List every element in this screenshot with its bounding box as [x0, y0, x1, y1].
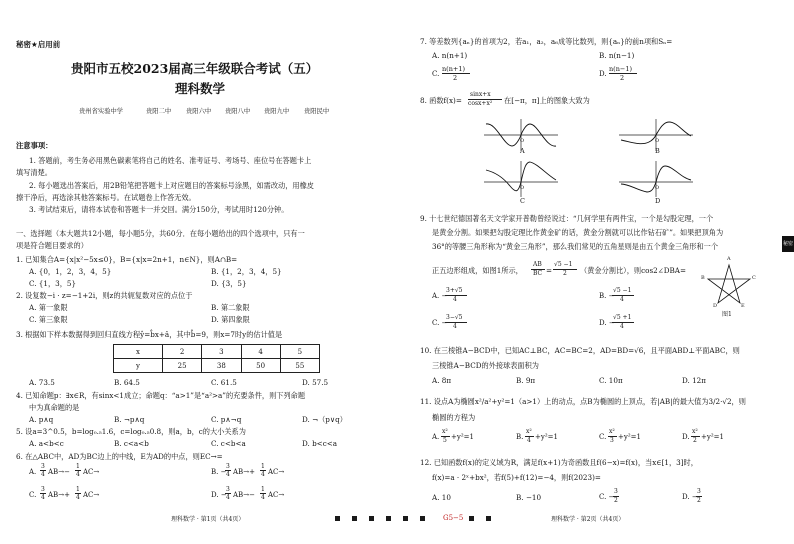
option-prefix: D. — [599, 70, 607, 78]
notes-heading: 注意事项： — [16, 141, 53, 150]
vector-term: AC→ — [83, 468, 100, 476]
graph-label-a: A — [520, 147, 525, 155]
q4-option-c: C. p∧¬q — [211, 415, 242, 424]
school-6: 贵阳民中 — [304, 108, 330, 115]
vector-term: AB→− — [48, 468, 70, 476]
option-prefix: C. − — [432, 319, 448, 327]
option-prefix: B. − — [599, 292, 615, 300]
table-cell: 50 — [241, 359, 280, 373]
footer-page-right: 理科数学 · 第2页（共4页） — [551, 516, 625, 523]
frac-num: x² — [692, 428, 698, 435]
line-suffix: （黄金分割比），则cos2∠DBA= — [580, 266, 686, 275]
table-cell: 25 — [163, 359, 202, 373]
school-1: 贵州省实验中学 — [79, 108, 124, 115]
equation-rest: +y²=1 — [535, 433, 558, 441]
q3-option-b: B. 64.5 — [114, 378, 140, 387]
q1-stem: 1. 已知集合A={x|x²−5x≤0}，B={x|x=2n+1，n∈N}，则A∩B= — [16, 255, 238, 264]
vertex-label: C — [752, 275, 756, 281]
vector-term: AC→ — [83, 491, 100, 499]
note-line: 3. 考试结束后，请将本试卷和答题卡一并交回。满分150分，考试用时120分钟。 — [29, 205, 289, 214]
graph-label-b: B — [655, 147, 660, 155]
frac-num: 1 — [261, 463, 265, 470]
q10-option-c: C. 10π — [599, 376, 623, 385]
q9-line: 36°的等腰三角形称为“黄金三角形”，那么我们常见的五角星则是由五个黄金三角形和一个 — [432, 242, 719, 251]
equation-rest: +y²=1 — [451, 433, 474, 441]
frac-den: 3 — [610, 437, 614, 444]
option-prefix: A. — [432, 433, 440, 441]
frac-num: 3−√5 — [446, 314, 463, 321]
stem-prefix: 8. 函数f(x)= — [420, 96, 462, 105]
frac-num: 3 — [41, 463, 45, 470]
table-row — [114, 359, 320, 373]
q4-stem-cont: 中为真命题的是 — [29, 403, 80, 412]
option-prefix: D. — [682, 433, 690, 441]
frac-num: sinx+x — [470, 91, 491, 98]
q1-option-b: B. {1，2，3，4，5} — [211, 267, 282, 276]
frac-num: x² — [526, 428, 532, 435]
q7-option-a: A. n(n+1) — [432, 51, 468, 60]
pentagram-svg — [700, 259, 758, 315]
vertex-label: A — [727, 256, 731, 262]
frac-den: 4 — [453, 296, 457, 303]
equals: = — [546, 266, 553, 275]
footer-code: G5−5 — [443, 514, 464, 522]
q5-option-b: B. c<a<b — [114, 439, 149, 448]
note-line: 1. 答题前，考生务必用黑色碳素笔将自己的姓名、准考证号、考场号、座位号在答题卡上 — [29, 156, 312, 165]
vector-term: AC→ — [268, 491, 285, 499]
equation-rest: +y²=1 — [618, 433, 641, 441]
frac-num: 3+√5 — [446, 287, 463, 294]
frac-den: 4 — [76, 494, 80, 501]
option-prefix: B. − — [211, 468, 227, 476]
vector-term: AB→+ — [48, 491, 70, 499]
table-cell: 3 — [202, 345, 241, 359]
frac-num: 3 — [226, 463, 230, 470]
edge-tab: 秘密 — [782, 236, 794, 252]
q9-line: 9. 十七世纪德国著名天文学家开普勒曾经说过：“几何学里有两件宝，一个是勾股定理，一个 — [420, 214, 714, 223]
table-cell: 38 — [202, 359, 241, 373]
q4-stem: 4. 已知命题p：∃x∈R，有sinx<1成立；命题q：“a>1”是“a²>a”的充要条件，则下列命题 — [16, 391, 306, 400]
vertex-label: B — [701, 275, 705, 281]
graph-origin: O — [520, 185, 525, 191]
exam-title: 贵阳市五校2023届高三年级联合考试（五） — [71, 61, 319, 76]
q6-stem: 6. 在△ABC中，AD为BC边上的中线，E为AD的中点，则EC→= — [16, 452, 223, 461]
school-4: 贵阳八中 — [225, 108, 251, 115]
vector-term: AB→− — [233, 491, 255, 499]
q9-line: 是黄金分割。如果把勾股定理比作黄金矿的话，黄金分割就可以比作钻石矿”。如果把顶角为 — [432, 228, 724, 237]
frac-den: 4 — [261, 494, 265, 501]
vertex-label: D — [713, 303, 718, 309]
frac-den: 2 — [620, 74, 625, 82]
frac-den: 4 — [261, 471, 265, 478]
q12-option-b: B. −10 — [516, 493, 542, 502]
frac-num: √5 −1 — [554, 261, 573, 268]
frac-den: 2 — [563, 270, 567, 277]
frac-num: √5 −1 — [613, 287, 632, 294]
secret-label: 秘密★启用前 — [16, 40, 61, 49]
frac-den: 4 — [453, 323, 457, 330]
table-cell: 4 — [241, 345, 280, 359]
frac-num: 1 — [76, 486, 80, 493]
frac-num: 3 — [226, 486, 230, 493]
q5-stem: 5. 设a=3^0.5，b=log₀.₅1.6，c=log₀.₅0.8，则a，b，c的大小关系为 — [16, 427, 246, 436]
graph-origin: O — [520, 138, 525, 144]
q12-stem: 12. 已知函数f(x)的定义域为R，满足f(x+1)为奇函数且f(6−x)=f(x)，当x∈[1，3]时， — [420, 458, 698, 467]
footer-marker — [335, 516, 340, 521]
footer-marker — [352, 516, 357, 521]
frac-num: 1 — [76, 463, 80, 470]
option-prefix: A. — [29, 468, 37, 476]
footer-marker — [486, 516, 491, 521]
option-prefix: A. − — [432, 292, 448, 300]
q4-option-d: D. ¬（p∨q） — [302, 415, 347, 424]
frac-den: 4 — [41, 494, 45, 501]
frac-num: 3 — [41, 486, 45, 493]
q4-option-b: B. ¬p∧q — [114, 415, 145, 424]
q5-option-a: A. a<b<c — [29, 439, 64, 448]
q1-option-a: A. {0，1，2，3，4，5} — [29, 267, 112, 276]
section-heading-cont: 项是符合题目要求的） — [16, 241, 88, 250]
stem-suffix: 在[−π，π]上的图象大致为 — [504, 96, 590, 105]
q3-option-a: A. 73.5 — [29, 378, 55, 387]
table-cell: y — [114, 359, 163, 373]
option-prefix: B. — [516, 433, 524, 441]
frac-num: AB — [533, 261, 542, 268]
frac-num: √5 +1 — [613, 314, 632, 321]
vector-term: AC→ — [268, 468, 285, 476]
frac-num: n(n+1) — [442, 65, 466, 73]
frac-num: 3 — [697, 488, 701, 495]
option-prefix: D. − — [682, 493, 698, 501]
graph-origin: O — [655, 185, 660, 191]
frac-den: cosx+x² — [468, 100, 493, 107]
footer-marker — [420, 516, 425, 521]
option-prefix: C. — [432, 70, 440, 78]
option-prefix: C. — [599, 433, 607, 441]
q7-stem: 7. 等差数列{aₙ}的首项为2，若a₁，a₂，a₆成等比数列，则{aₙ}的前n项和Sₙ= — [420, 37, 673, 46]
school-3: 贵阳六中 — [186, 108, 212, 115]
q12-stem-cont: f(x)=a · 2ˣ+bx²，若f(5)+f(12)=−4，则f(2023)= — [432, 473, 601, 482]
frac-num: 3 — [614, 488, 618, 495]
q4-option-a: A. p∧q — [29, 415, 54, 424]
frac-den: 2 — [614, 497, 618, 504]
frac-num: x² — [442, 428, 448, 435]
table-cell: 5 — [280, 345, 319, 359]
q3-data-table — [113, 344, 320, 373]
vertex-label: E — [741, 303, 745, 309]
frac-num: n(n−1) — [609, 65, 633, 73]
frac-den: BC — [533, 270, 543, 277]
exam-subject: 理科数学 — [175, 81, 226, 96]
frac-den: 4 — [226, 494, 230, 501]
frac-num: 1 — [261, 486, 265, 493]
frac-den: 2 — [453, 74, 458, 82]
frac-den: 4 — [527, 437, 531, 444]
frac-num: x² — [609, 428, 615, 435]
q11-stem: 11. 设点A为椭圆x²/a²+y²=1（a>1）上的动点，点B为椭圆的上顶点，若|AB|的最大值为3/2·√2，则 — [420, 397, 746, 406]
q10-stem: 10. 在三棱锥A−BCD中，已知AC⊥BC，AC=BC=2，AD=BD=√6，且平面ABD⊥平面ABC，则 — [420, 346, 740, 355]
q1-option-d: D. {3，5} — [211, 279, 247, 288]
note-line: 擦干净后，再选涂其他答案标号。在试题卷上作答无效。 — [16, 193, 196, 202]
vector-term: AB→+ — [233, 468, 255, 476]
q10-stem-cont: 三棱锥A−BCD的外接球表面积为 — [432, 361, 539, 370]
q11-stem-cont: 椭圆的方程为 — [432, 413, 476, 422]
table-cell: 55 — [280, 359, 319, 373]
q5-option-c: C. c<b<a — [211, 439, 246, 448]
footer-marker — [386, 516, 391, 521]
note-line: 填写清楚。 — [16, 168, 52, 177]
frac-den: 4 — [620, 323, 624, 330]
q10-option-d: D. 12π — [682, 376, 706, 385]
option-prefix: C. − — [599, 493, 615, 501]
q1-option-c: C. {1，3，5} — [29, 279, 77, 288]
section-heading: 一、选择题（本大题共12小题，每小题5分，共60分．在每小题给出的四个选项中，只有一 — [16, 229, 305, 238]
footer-marker — [469, 516, 474, 521]
figure-caption: 图1 — [722, 311, 732, 318]
frac-den: 4 — [620, 296, 624, 303]
frac-den: 2 — [693, 437, 697, 444]
school-2: 贵阳二中 — [146, 108, 172, 115]
equation-rest: +y²=1 — [701, 433, 724, 441]
footer-marker — [369, 516, 374, 521]
option-prefix: D. − — [599, 319, 615, 327]
q3-stem: 3. 根据如下样本数据得到回归直线方程ŷ=b̂x+â，其中b̂=9，则x=7时y的估计值是 — [16, 330, 283, 339]
graph-origin: O — [655, 138, 660, 144]
frac-den: 5 — [443, 437, 447, 444]
table-row — [114, 345, 320, 359]
q2-option-a: A. 第一象限 — [29, 303, 68, 312]
q10-option-b: B. 9π — [516, 376, 536, 385]
q2-stem: 2. 设复数−i · z=−1+2i，则z的共轭复数对应的点位于 — [16, 291, 193, 300]
graph-label-c: C — [520, 197, 525, 205]
q5-option-d: D. b<c<a — [302, 439, 338, 448]
frac-den: 4 — [226, 471, 230, 478]
school-5: 贵阳九中 — [264, 108, 290, 115]
q10-option-a: A. 8π — [432, 376, 452, 385]
q3-option-c: C. 61.5 — [211, 378, 237, 387]
frac-den: 4 — [76, 471, 80, 478]
footer-page-left: 理科数学 · 第1页（共4页） — [171, 516, 245, 523]
q2-option-b: B. 第二象限 — [211, 303, 250, 312]
q2-option-d: D. 第四象限 — [211, 315, 250, 324]
graph-label-d: D — [655, 197, 661, 205]
table-cell: x — [114, 345, 163, 359]
q7-option-b: B. n(n−1) — [599, 51, 635, 60]
line-prefix: 正五边形组成，如图1所示， — [432, 266, 523, 275]
q3-option-d: D. 57.5 — [302, 378, 329, 387]
note-line: 2. 每小题选出答案后，用2B铅笔把答题卡上对应题目的答案标号涂黑，如需改动，用橡皮 — [29, 181, 314, 190]
footer-marker — [403, 516, 408, 521]
frac-den: 2 — [697, 497, 701, 504]
table-cell: 2 — [163, 345, 202, 359]
option-prefix: D. − — [211, 491, 227, 499]
q12-option-a: A. 10 — [432, 493, 451, 502]
q2-option-c: C. 第三象限 — [29, 315, 68, 324]
option-prefix: C. — [29, 491, 37, 499]
frac-den: 4 — [41, 471, 45, 478]
